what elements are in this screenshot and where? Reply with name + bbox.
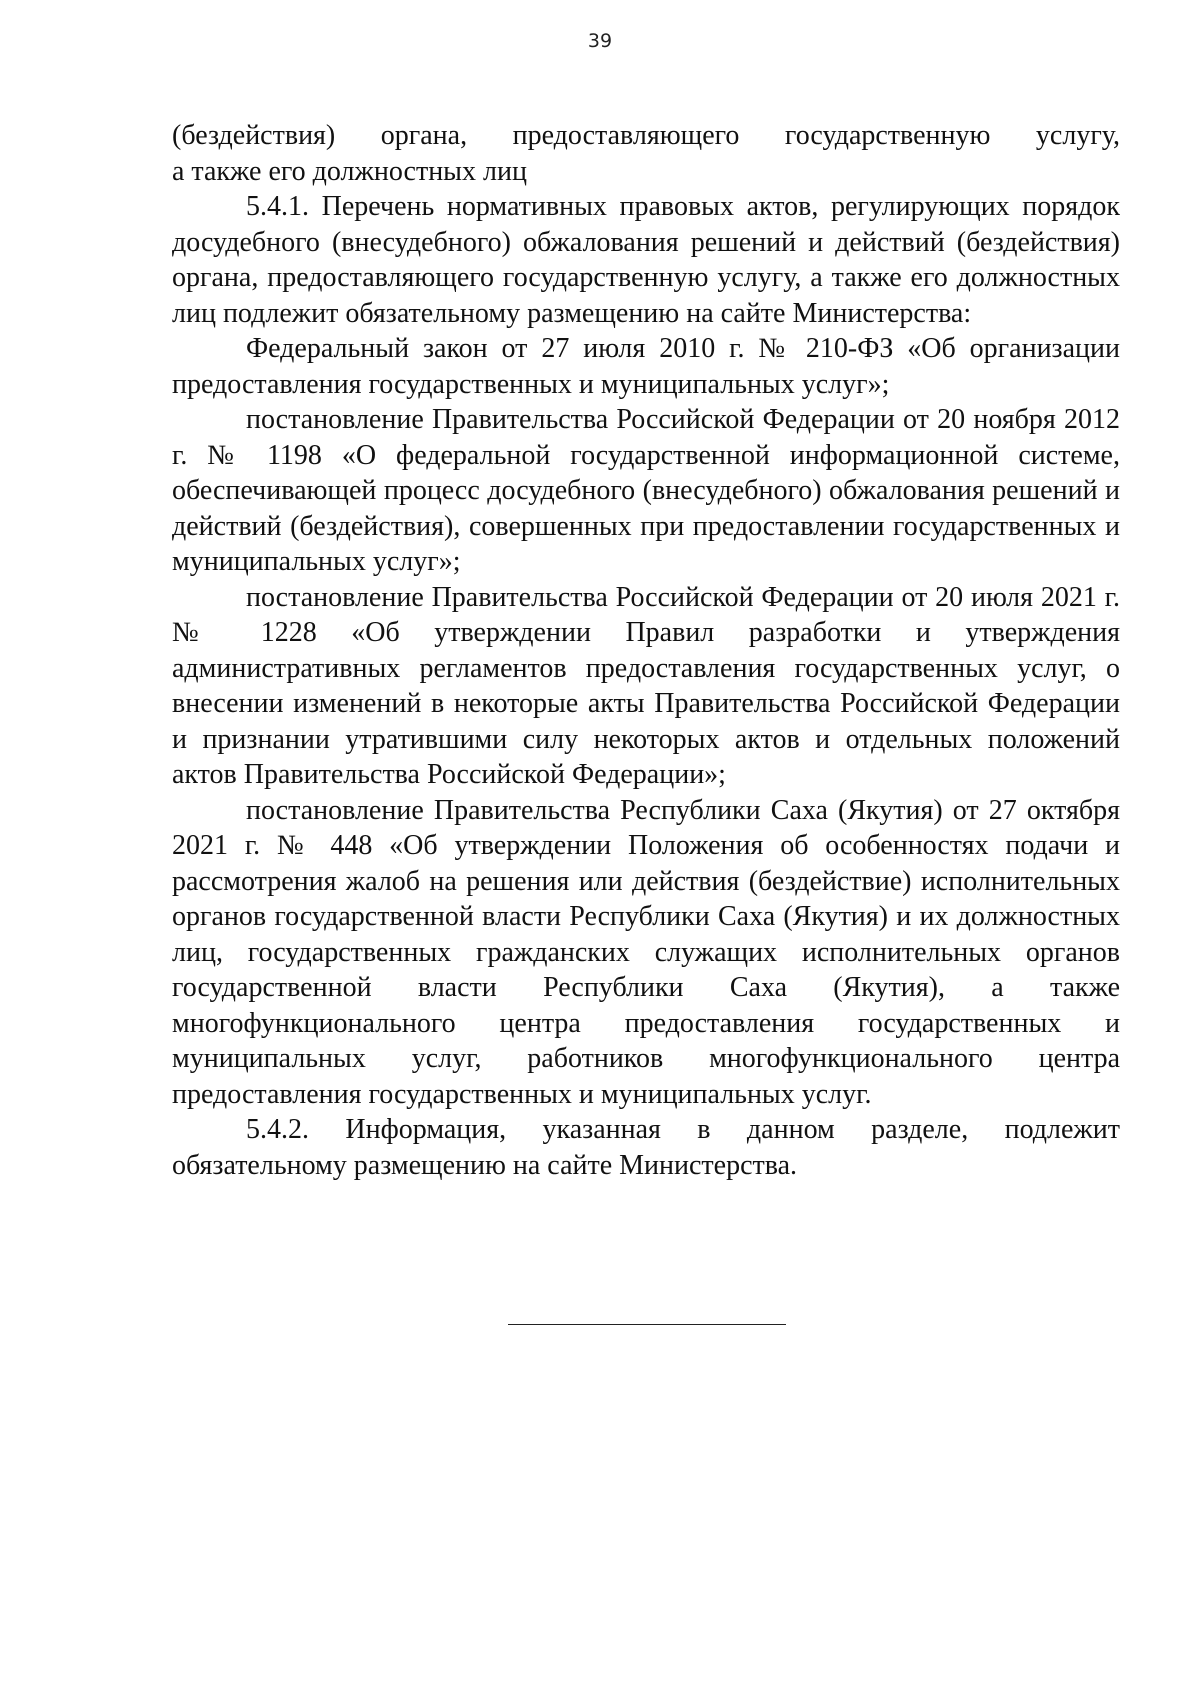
document-body [172,118,1120,1183]
paragraph-heading-continuation [172,118,1120,189]
page-number: 39 [587,30,613,52]
paragraph-5-4-2: 5.4.2. Информация, указанная в данном разделе, подлежит обязательному размещению на сайте Министерства. [172,1114,1120,1181]
paragraph-line: (бездействия) органа, предоставляющего государственную услугу, [172,120,1120,151]
paragraph-resolution-448: постановление Правительства Республики Саха (Якутия) от 27 октября 2021 г. № 448 «Об утверждении Положения об особенностях подачи и рассмотрения жалоб на решения или действия (бездействие) исполнительных органов государственной власти Республики Саха (Якутия) и их должностных лиц, государственных гражданских служащих исполнительных органов государственной власти Республики Саха (Якутия), а также многофункционального центра предоставления государственных и муниципальных услуг, работников многофункционального центра предоставления государственных и муниципальных услуг. [172,794,1120,1110]
paragraph-5-4-1: 5.4.1. Перечень нормативных правовых актов, регулирующих порядок досудебного (внесудебного) обжалования решений и действий (бездействия) органа, предоставляющего государственную услугу, а также его должностных лиц подлежит обязательному размещению на сайте Министерства: [172,191,1120,329]
paragraph-resolution-1228: постановление Правительства Российской Федерации от 20 июля 2021 г. № 1228 «Об утверждении Правил разработки и утверждения административных регламентов предоставления государственных услуг, о внесении изменений в некоторые акты Правительства Российской Федерации и признании утратившими силу некоторых актов и отдельных положений актов Правительства Российской Федерации»; [172,581,1120,790]
paragraph-federal-law: Федеральный закон от 27 июля 2010 г. № 210-ФЗ «Об организации предоставления государственных и муниципальных услуг»; [172,333,1120,400]
paragraph-line: а также его должностных лиц [172,155,527,187]
end-separator-line [508,1324,786,1325]
paragraph-resolution-1198: постановление Правительства Российской Федерации от 20 ноября 2012 г. № 1198 «О федеральной государственной информационной системе, обеспечивающей процесс досудебного (внесудебного) обжалования решений и действий (бездействия), совершенных при предоставлении государственных и муниципальных услуг»; [172,404,1120,577]
